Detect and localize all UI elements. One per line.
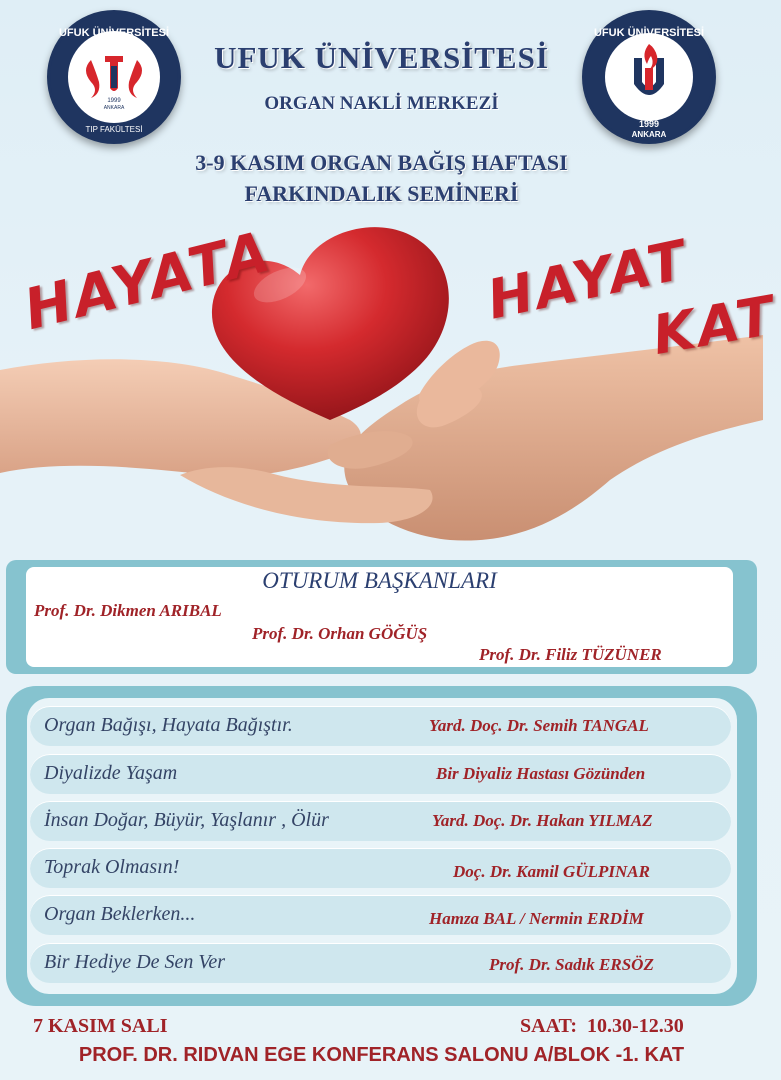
program-speaker: Hamza BAL / Nermin ERDİM — [429, 909, 644, 928]
program-topic: İnsan Doğar, Büyür, Yaşlanır , Ölür — [44, 809, 329, 831]
university-title: UFUK ÜNİVERSİTESİ — [214, 40, 549, 75]
svg-text:ANKARA: ANKARA — [631, 130, 667, 139]
program-row — [30, 706, 731, 746]
program-speaker: Yard. Doç. Dr. Hakan YILMAZ — [432, 811, 653, 830]
event-title-line-2: FARKINDALIK SEMİNERİ — [244, 181, 519, 206]
program-speaker: Prof. Dr. Sadık ERSÖZ — [489, 955, 654, 974]
ufuk-university-logo — [582, 10, 716, 144]
program-speaker: Doç. Dr. Kamil GÜLPINAR — [453, 862, 650, 881]
program-topic: Organ Bağışı, Hayata Bağıştır. — [44, 714, 293, 736]
slogan-hayata: HAYATA — [18, 218, 279, 344]
svg-text:ANKARA: ANKARA — [103, 105, 125, 111]
program-topic: Toprak Olmasın! — [44, 856, 180, 878]
svg-text:1999: 1999 — [638, 119, 660, 129]
program-topic: Organ Beklerken... — [44, 903, 196, 925]
event-venue: PROF. DR. RIDVAN EGE KONFERANS SALONU A/BLOK -1. KAT — [78, 1044, 685, 1066]
program-speaker: Yard. Doç. Dr. Semih TANGAL — [429, 716, 649, 735]
session-chairs-title: OTURUM BAŞKANLARI — [262, 568, 497, 593]
program-row — [30, 943, 731, 983]
event-time: SAAT: 10.30-12.30 — [520, 1015, 684, 1037]
slogan-kat: KAT — [648, 283, 781, 368]
program-topic: Diyalizde Yaşam — [44, 762, 178, 784]
event-title-line-1: 3-9 KASIM ORGAN BAĞIŞ HAFTASI — [195, 150, 568, 175]
svg-text:1999: 1999 — [107, 98, 121, 104]
program-topic: Bir Hediye De Sen Ver — [44, 951, 226, 973]
event-date: 7 KASIM SALI — [33, 1015, 168, 1037]
program-speaker: Bir Diyaliz Hastası Gözünden — [436, 764, 646, 783]
program-row — [30, 895, 731, 935]
u-flame-emblem-icon — [582, 10, 716, 144]
svg-text:UFUK ÜNİVERSİTESİ: UFUK ÜNİVERSİTESİ — [58, 27, 170, 39]
event-title — [100, 147, 663, 209]
center-name: ORGAN NAKLİ MERKEZİ — [264, 93, 499, 114]
chair-name: Prof. Dr. Dikmen ARIBAL — [34, 601, 222, 620]
svg-text:TIP FAKÜLTESİ: TIP FAKÜLTESİ — [85, 125, 143, 134]
ufuk-medical-faculty-logo — [47, 10, 181, 144]
program-row — [30, 801, 731, 841]
medical-emblem-icon — [47, 10, 181, 144]
program-row — [30, 848, 731, 888]
slogan-hayat: HAYAT — [482, 227, 694, 332]
chair-name: Prof. Dr. Orhan GÖĞÜŞ — [252, 624, 428, 643]
svg-text:UFUK ÜNİVERSİTESİ: UFUK ÜNİVERSİTESİ — [593, 27, 705, 39]
chair-name: Prof. Dr. Filiz TÜZÜNER — [479, 645, 662, 664]
program-row — [30, 754, 731, 794]
